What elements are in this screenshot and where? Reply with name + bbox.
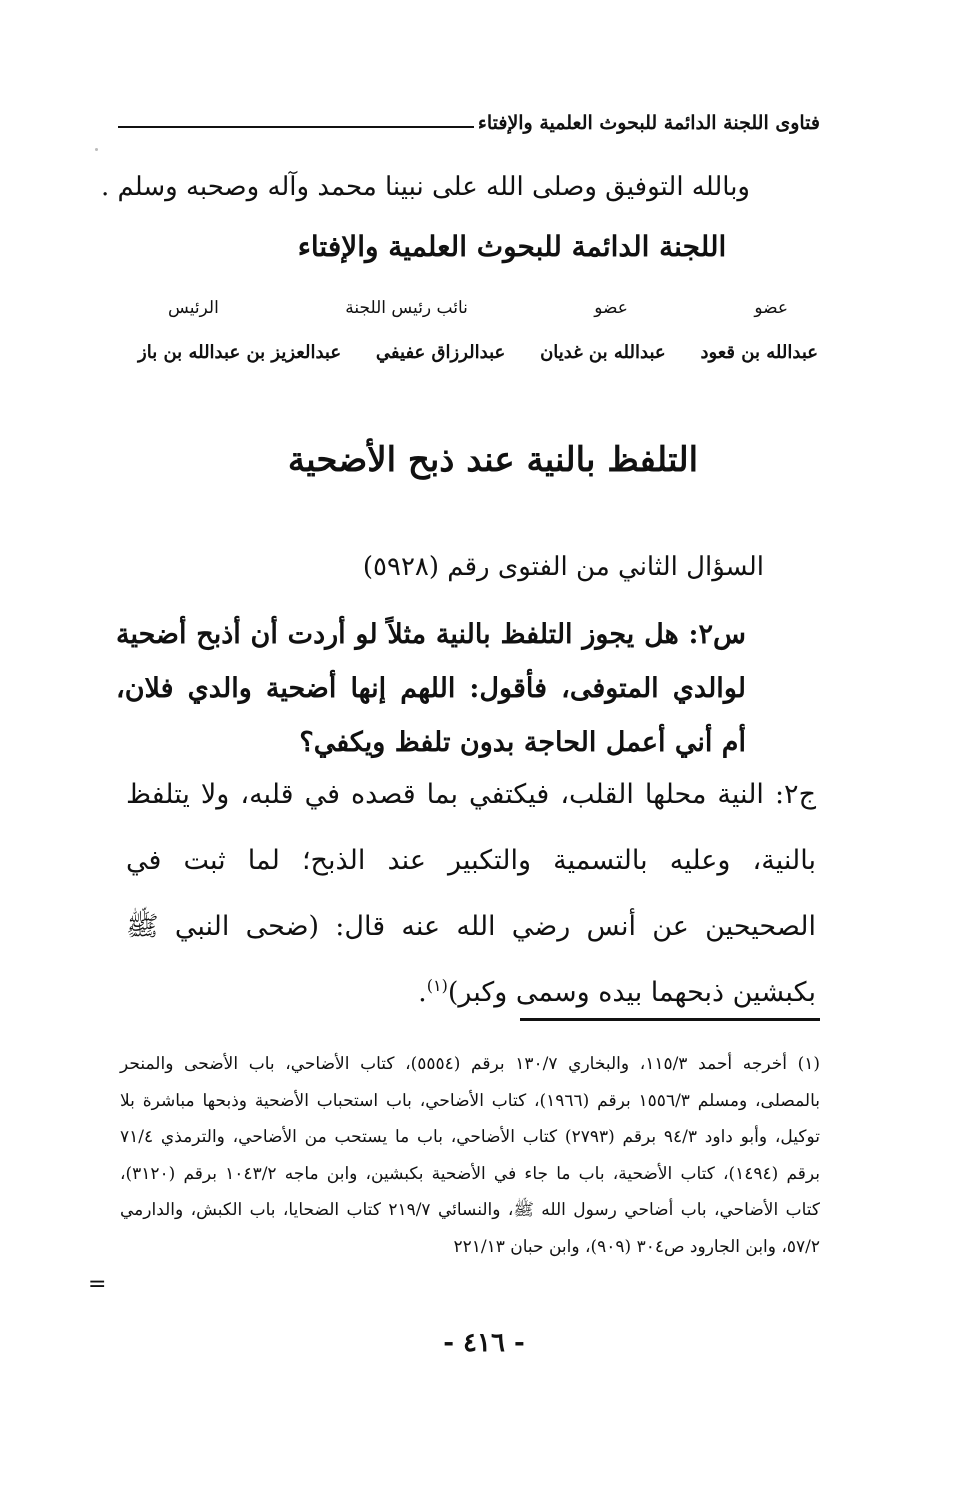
signatory-name: عبدالله بن غديان: [540, 342, 666, 363]
signatory-role: عضو: [754, 298, 788, 318]
margin-speck: [95, 148, 98, 151]
signatory-name: عبدالله بن قعود: [700, 342, 818, 363]
signatory-name: عبدالرزاق عفيفي: [375, 342, 506, 363]
answer-end-punctuation: .: [418, 977, 427, 1008]
answer-paragraph: [126, 762, 816, 1026]
fatwa-title: التلفظ بالنية عند ذبح الأضحية: [287, 440, 699, 480]
footnote-continuation-mark: =: [88, 1272, 107, 1297]
header-rule: [118, 126, 474, 128]
signatory-role: الرئيس: [168, 298, 219, 318]
footnote-marker: (١): [426, 976, 448, 995]
answer-text: ج٢: النية محلها القلب، فيكتفي بما قصده في قلبه، ولا يتلفظ بالنية، وعليه بالتسمية والتكبير عند الذبح؛ لما ثبت في الصحيحين عن أنس رضي الله عنه قال: (ضحى النبي ﷺ بكبشين ذبحهما بيده وسمى وكبر): [126, 779, 816, 1008]
signatory-names: [138, 342, 818, 363]
closing-line: وبالله التوفيق وصلى الله على نبينا محمد وآله وصحبه وسلم .: [100, 172, 750, 202]
question-text: س٢: هل يجوز التلفظ بالنية مثلاً لو أردت أن أذبح أضحية لوالدي المتوفى، فأقول: اللهم إنها أضحية والدي فلان، أم أني أعمل الحاجة بدون تلفظ ويكفي؟: [116, 619, 746, 758]
signatory-role: عضو: [594, 298, 628, 318]
signatory-name: عبدالعزيز بن عبدالله بن باز: [138, 342, 342, 363]
footnote-text: (١) أخرجه أحمد ١١٥/٣، والبخاري ١٣٠/٧ برقم (٥٥٥٤)، كتاب الأضاحي، باب الأضحى والمنحر بالمصلى، ومسلم ١٥٥٦/٣ برقم (١٩٦٦)، كتاب الأضاحي، باب استحباب الأضحية وذبحها مباشرة بلا توكيل، وأبو داود ٩٤/٣ برقم (٢٧٩٣) كتاب الأضاحي، باب ما يستحب من الأضاحي، والترمذي ٧١/٤ برقم (١٤٩٤)، كتاب الأضحية، باب ما جاء في الأضحية بكبشين، وابن ماجه ١٠٤٣/٢ برقم (٣١٢٠)، كتاب الأضاحي، باب أضاحي رسول الله ﷺ، والنسائي ٢١٩/٧ كتاب الضحايا، باب الكبش، والدارمي ٥٧/٢، وابن الجارود ص٣٠٤ (٩٠٩)، وابن حبان ٢٢١/١٣: [120, 1054, 820, 1257]
question-reference: السؤال الثاني من الفتوى رقم (٥٩٢٨): [362, 552, 764, 582]
committee-title: اللجنة الدائمة للبحوث العلمية والإفتاء: [297, 230, 727, 263]
signatory-roles: [138, 298, 818, 318]
running-header: فتاوى اللجنة الدائمة للبحوث العلمية والإفتاء: [477, 112, 820, 134]
page-number: - ٤١٦ -: [443, 1328, 525, 1358]
footnote-separator: [520, 1018, 820, 1021]
signatory-role: نائب رئيس اللجنة: [345, 298, 468, 318]
